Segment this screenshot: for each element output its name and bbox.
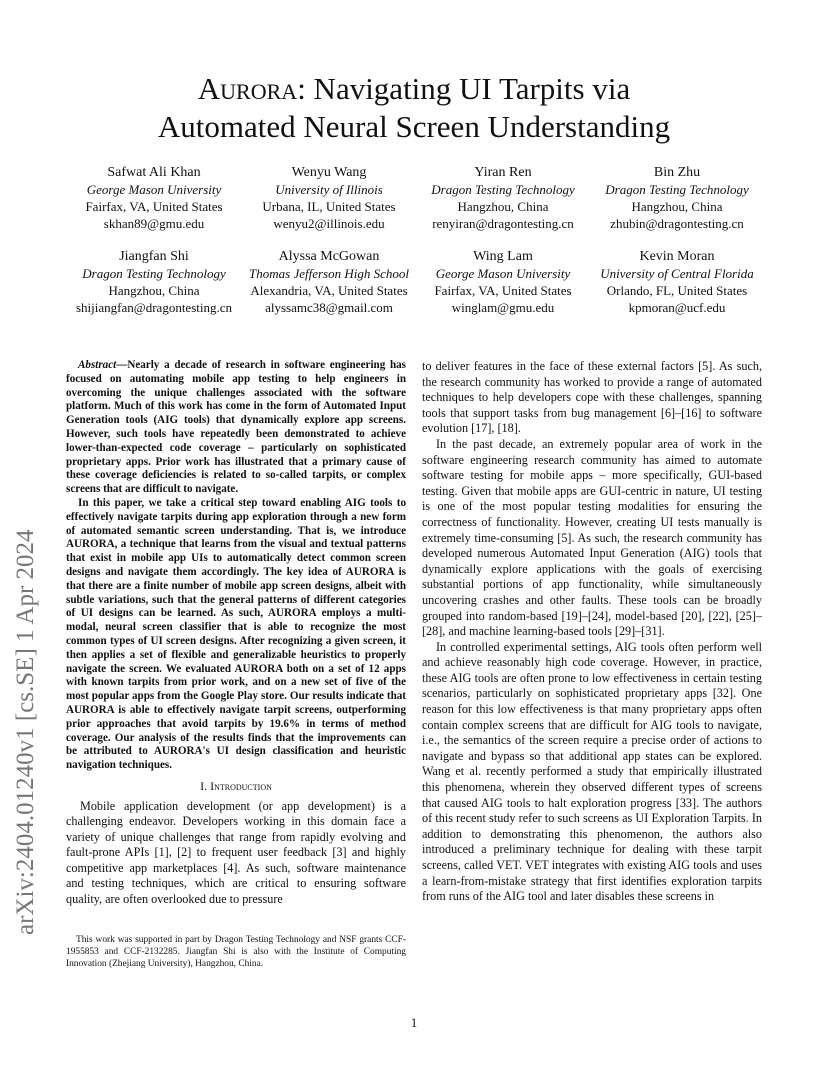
author-email: renyiran@dragontesting.cn [432, 216, 574, 231]
author-affiliation: University of Central Florida [600, 266, 754, 281]
intro-paragraph-2: to deliver features in the face of these external factors [5]. As such, the research community has worked to provide a range of automated techniques to help developers cope with these challenges, spanning tools that support tasks from bug management [6]–[16] to software evolution [17], [18]. [422, 359, 762, 436]
author-location: Alexandria, VA, United States [250, 283, 408, 298]
right-column [422, 359, 762, 905]
author-card [588, 164, 766, 232]
intro-paragraph-4: In controlled experimental settings, AIG tools often perform well and achieve reasonably high code coverage. However, in practice, these AIG tools are often prone to low effectiveness in certain testing scenarios, particularly on sophisticated proprietary apps [32]. One reason for this low effectiveness is that many proprietary apps often contain complex screens that are difficult for AIG tools to navigate, i.e., the semantics of the screen require a precise order of actions to navigate and bypass so that additional app states can be explored. Wang et al. recently performed a study that empirically illustrated this phenomena, wherein they observed different types of screens that caused AIG tools to halt exploration progress [33]. The authors of this recent study refer to such screens as UI Exploration Tarpits. In addition to demonstrating this phenomenon, the authors also introduced a preliminary technique for dealing with these tarpit screens, called VET. VET integrates with existing AIG tools and uses a learn-from-mistake strategy that first identifies exploration tarpits from runs of the AIG tool and later disables these screens in [422, 639, 762, 904]
author-affiliation: George Mason University [86, 182, 222, 197]
author-email: shijiangfan@dragontesting.cn [75, 300, 233, 315]
author-affiliation: Dragon Testing Technology [605, 182, 749, 197]
author-name: Wing Lam [473, 249, 533, 264]
author-email: zhubin@dragontesting.cn [610, 216, 744, 231]
title-line1: : Navigating UI Tarpits via [297, 71, 631, 106]
author-card [240, 164, 418, 232]
author-email: kpmoran@ucf.edu [628, 300, 726, 315]
author-affiliation: Dragon Testing Technology [431, 182, 575, 197]
author-affiliation: Dragon Testing Technology [82, 266, 226, 281]
author-name: Yiran Ren [474, 165, 532, 180]
abstract [66, 359, 406, 773]
author-location: Hangzhou, China [631, 199, 723, 214]
author-card [414, 248, 592, 316]
author-location: Fairfax, VA, United States [434, 283, 572, 298]
author-name: Wenyu Wang [291, 165, 367, 180]
footnote: This work was supported in part by Dragon Testing Technology and NSF grants CCF-1955853 and CCF-2132285. Jiangfan Shi is also with the Institute of Computing Innovation (Zhejiang University), Hangzhou, China. [66, 935, 406, 969]
author-email: skhan89@gmu.edu [103, 216, 205, 231]
author-card [65, 248, 243, 316]
author-location: Orlando, FL, United States [606, 283, 748, 298]
arxiv-identifier: arXiv:2404.01240v1 [cs.SE] 1 Apr 2024 [12, 529, 39, 935]
title-system-name: Aurora [197, 71, 298, 106]
intro-paragraph-1: Mobile application development (or app development) is a challenging endeavor. Developers working in this domain face a variety of unique challenges that range from rapidly evolving and fault-prone APIs [1], [2] to frequent user feedback [3] and highly competitive app marketplaces [4]. As such, software maintenance and testing techniques, which are critical to ensuring software quality, are often overlooked due to pressure [66, 798, 406, 907]
section-heading-introduction: I. Introduction [200, 778, 272, 793]
author-location: Urbana, IL, United States [262, 199, 396, 214]
author-name: Bin Zhu [653, 165, 701, 180]
author-location: Hangzhou, China [108, 283, 200, 298]
left-column [66, 359, 406, 908]
author-affiliation: University of Illinois [275, 182, 383, 197]
paper-title [0, 70, 828, 146]
author-email: winglam@gmu.edu [451, 300, 555, 315]
author-location: Fairfax, VA, United States [85, 199, 223, 214]
author-email: wenyu2@illinois.edu [273, 216, 385, 231]
abstract-label: Abstract [78, 359, 117, 371]
abstract-p2: In this paper, we take a critical step toward enabling AIG tools to effectively navigate tarpits during app exploration through a new form of automated semantic screen understanding. That is, we introduce AURORA, a technique that learns from the visual and textual patterns that exist in mobile app UIs to automatically detect common screen designs and navigate them accordingly. The key idea of AURORA is that there are a finite number of mobile app screen designs, albeit with subtle variations, such that the general patterns of different categories of UI designs can be learned. As such, AURORA employs a multi-modal, neural screen classifier that is able to recognize the most common types of UI screen designs. After recognizing a given screen, it then applies a set of flexible and generalizable heuristics to properly navigate the screen. We evaluated AURORA both on a set of 12 apps with known tarpits from prior work, and on a new set of five of the most popular apps from the Google Play store. Our results indicate that AURORA is able to effectively navigate tarpit screens, outperforming prior approaches that avoid tarpits by 19.6% in terms of method coverage. Our analysis of the results finds that the improvements can be attributed to AURORA's UI design classification and heuristic navigation techniques. [66, 496, 406, 772]
author-card [240, 248, 418, 316]
abstract-p1: —Nearly a decade of research in software engineering has focused on automating mobile app testing to help engineers in overcoming the unique challenges associated with the software platform. Much of this work has come in the form of Automated Input Generation tools (AIG tools) that dynamically explore app screens. However, such tools have repeatedly been demonstrated to achieve lower-than-expected code coverage – particularly on sophisticated proprietary apps. Prior work has illustrated that a primary cause of these coverage deficiencies is related to so-called tarpits, or complex screens that are difficult to navigate. [66, 359, 406, 496]
author-card [588, 248, 766, 316]
author-name: Alyssa McGowan [278, 249, 380, 264]
author-card [65, 164, 243, 232]
page-number: 1 [410, 1015, 418, 1030]
title-line2: Automated Neural Screen Understanding [157, 109, 671, 144]
author-location: Hangzhou, China [457, 199, 549, 214]
author-name: Kevin Moran [639, 249, 715, 264]
author-name: Jiangfan Shi [119, 249, 189, 264]
author-affiliation: Thomas Jefferson High School [249, 266, 409, 281]
author-affiliation: George Mason University [435, 266, 571, 281]
author-name: Safwat Ali Khan [107, 165, 201, 180]
intro-paragraph-3: In the past decade, an extremely popular area of work in the software engineering research community has aimed to automate software testing for mobile apps – more specifically, GUI-based testing. Given that mobile apps are GUI-centric in nature, UI testing is one of the most popular testing modalities for ensuring the correctness of functionality. However, creating UI tests manually is extremely time-consuming [5]. As such, the research community has developed numerous Automated Input Generation (AIG) tools that dynamically explore applications with the goals of exercising substantial portions of app functionality, while simultaneously uncovering crashes and other faults. These tools can be broadly grouped into random-based [19]–[24], model-based [20], [22], [25]–[28], and machine learning-based tools [29]–[31]. [422, 436, 762, 639]
author-card [414, 164, 592, 232]
author-email: alyssamc38@gmail.com [265, 300, 393, 315]
